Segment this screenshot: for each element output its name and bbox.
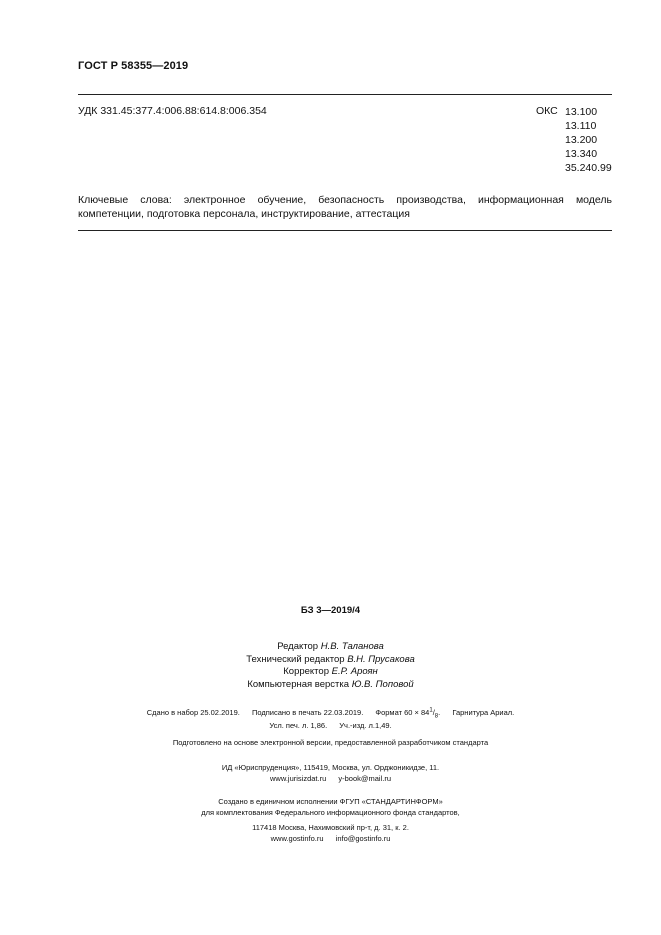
credit-role: Компьютерная верстка — [247, 678, 350, 690]
bz-code: БЗ 3—2019/4 — [300, 605, 361, 616]
producer-address: 117418 Москва, Нахимовский пр-т, д. 31, к. 2. — [252, 823, 409, 832]
printing-line-1 — [0, 707, 661, 718]
prepared-note: Подготовлено на основе электронной версии, предоставленной разработчиком стандарта — [172, 738, 489, 747]
credit-person: Е.Р. Ароян — [331, 666, 378, 677]
oks-code: 13.110 — [565, 120, 597, 132]
credit-role: Технический редактор — [246, 653, 345, 665]
signed-date: Подписано в печать 22.03.2019. — [251, 708, 364, 717]
credit-editor — [0, 641, 661, 654]
credit-person: Н.В. Таланова — [320, 641, 384, 652]
producer-line-1: Создано в единичном исполнении ФГУП «СТАНДАРТИНФОРМ» — [218, 797, 443, 806]
producer-email-link[interactable]: info@gostinfo.ru — [335, 834, 391, 843]
publisher-email-link[interactable]: y-book@mail.ru — [338, 774, 391, 783]
print-sheets: Усл. печ. л. 1,86. — [269, 721, 328, 730]
publisher-contacts — [0, 773, 661, 784]
oks-code: 35.240.99 — [565, 162, 612, 174]
submitted-date: Сдано в набор 25.02.2019. — [146, 708, 240, 717]
credit-layout — [0, 679, 661, 692]
oks-label: ОКС — [536, 105, 558, 117]
standard-code: ГОСТ Р 58355—2019 — [78, 60, 189, 72]
publisher-site-link[interactable]: www.jurisizdat.ru — [270, 774, 327, 783]
publisher-address: ИД «Юриспруденция», 115419, Москва, ул. Орджоникидзе, 11. — [221, 763, 440, 772]
publisher-sheets: Уч.-изд. л.1,49. — [339, 721, 392, 730]
credits — [0, 641, 661, 691]
keywords: Ключевые слова: электронное обучение, безопасность производства, информационная модель компетенции, подготовка персонала, инструктирование, аттестация — [78, 194, 612, 220]
format-info: Формат $60 \times 84^1/_8$. — [375, 707, 441, 720]
oks-code: 13.340 — [565, 148, 598, 160]
top-rule — [78, 94, 612, 95]
credit-role: Корректор — [283, 666, 329, 677]
producer-contacts — [0, 833, 661, 844]
font-info: Гарнитура Ариал. — [452, 708, 515, 717]
credit-person: Ю.В. Поповой — [351, 678, 414, 690]
udk-code: УДК 331.45:377.4:006.88:614.8:006.354 — [78, 105, 267, 117]
printing-line-2 — [0, 720, 661, 731]
oks-code: 13.100 — [565, 106, 598, 118]
credit-role: Редактор — [277, 641, 319, 652]
oks-code: 13.200 — [565, 134, 598, 146]
credit-tech-editor — [0, 654, 661, 667]
credit-corrector — [0, 666, 661, 679]
producer-line-2: для комплектования Федерального информационного фонда стандартов, — [201, 808, 460, 817]
oks-codes — [565, 105, 612, 175]
credit-person: В.Н. Прусакова — [347, 653, 415, 665]
bottom-rule — [78, 230, 612, 231]
producer-site-link[interactable]: www.gostinfo.ru — [270, 834, 324, 843]
